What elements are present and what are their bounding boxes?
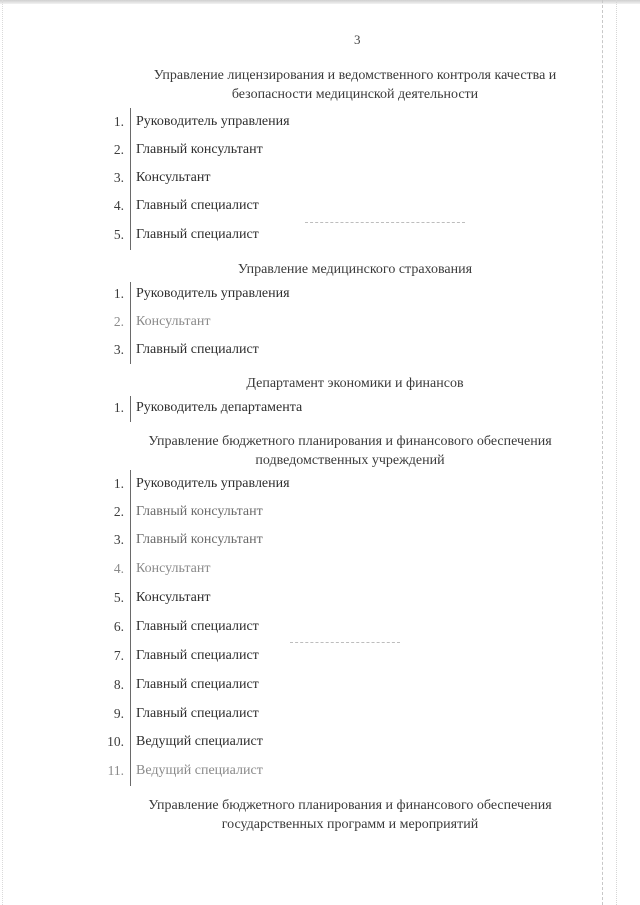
item-label: Руководитель управления	[136, 286, 290, 301]
list-item	[0, 532, 600, 552]
section-heading-budget-institutions: Управление бюджетного планирования и финансового обеспечения подведомственных учреждений	[148, 434, 552, 468]
item-number: 10.	[107, 734, 124, 749]
scan-artifact-line	[305, 222, 465, 224]
list-item	[0, 227, 600, 247]
list-item	[0, 142, 600, 162]
section-heading-insurance: Управление медицинского страхования	[237, 262, 473, 277]
item-label: Руководитель управления	[136, 476, 290, 491]
list-item	[0, 648, 600, 668]
item-label: Главный консультант	[136, 532, 263, 547]
item-label: Главный специалист	[136, 198, 259, 213]
item-number: 6.	[113, 619, 124, 634]
item-number: 4.	[113, 561, 124, 576]
item-number: 1.	[113, 114, 124, 129]
list-item	[0, 114, 600, 134]
list-item	[0, 400, 600, 420]
item-number: 3.	[113, 532, 124, 547]
item-label: Руководитель департамента	[136, 400, 303, 415]
list-item	[0, 590, 600, 610]
list-item	[0, 561, 600, 581]
item-label: Главный специалист	[136, 227, 259, 242]
item-label: Руководитель управления	[136, 114, 290, 129]
item-number: 5.	[113, 227, 124, 242]
item-number: 2.	[113, 142, 124, 157]
scan-artifact-line	[290, 642, 400, 644]
item-label: Главный специалист	[136, 677, 259, 692]
page-number: 3	[354, 32, 361, 47]
list-item	[0, 198, 600, 218]
page-right-edge-inner	[616, 0, 618, 905]
list-item	[0, 706, 600, 726]
item-label: Главный консультант	[136, 504, 263, 519]
list-item	[0, 763, 600, 783]
item-label: Главный специалист	[136, 706, 259, 721]
item-number: 1.	[113, 286, 124, 301]
item-number: 2.	[113, 504, 124, 519]
list-item	[0, 476, 600, 496]
list-item	[0, 342, 600, 362]
item-number: 7.	[113, 648, 124, 663]
section-heading-economics: Департамент экономики и финансов	[246, 376, 464, 391]
page-right-edge	[602, 0, 604, 905]
item-number: 1.	[113, 476, 124, 491]
item-number: 2.	[113, 314, 124, 329]
item-label: Главный специалист	[136, 342, 259, 357]
list-item	[0, 314, 600, 334]
list-item	[0, 286, 600, 306]
item-number: 1.	[113, 400, 124, 415]
item-label: Главный специалист	[136, 619, 259, 634]
item-label: Консультант	[136, 590, 211, 605]
item-number: 3.	[113, 170, 124, 185]
item-label: Ведущий специалист	[136, 734, 263, 749]
section-heading-budget-programs: Управление бюджетного планирования и финансового обеспечения государственных программ и мероприятий	[148, 798, 552, 832]
list-item	[0, 677, 600, 697]
item-number: 11.	[107, 763, 124, 778]
item-number: 4.	[113, 198, 124, 213]
list-item	[0, 619, 600, 639]
item-label: Главный консультант	[136, 142, 263, 157]
item-label: Консультант	[136, 170, 211, 185]
list-item	[0, 734, 600, 754]
page-top-edge	[0, 0, 640, 4]
item-label: Консультант	[136, 314, 211, 329]
item-label: Ведущий специалист	[136, 763, 263, 778]
section-heading-licensing: Управление лицензирования и ведомственного контроля качества и безопасности медицинской деятельности	[153, 68, 557, 102]
item-number: 3.	[113, 342, 124, 357]
item-number: 5.	[113, 590, 124, 605]
list-item	[0, 170, 600, 190]
list-item	[0, 504, 600, 524]
item-label: Консультант	[136, 561, 211, 576]
item-label: Главный специалист	[136, 648, 259, 663]
item-number: 9.	[113, 706, 124, 721]
item-number: 8.	[113, 677, 124, 692]
